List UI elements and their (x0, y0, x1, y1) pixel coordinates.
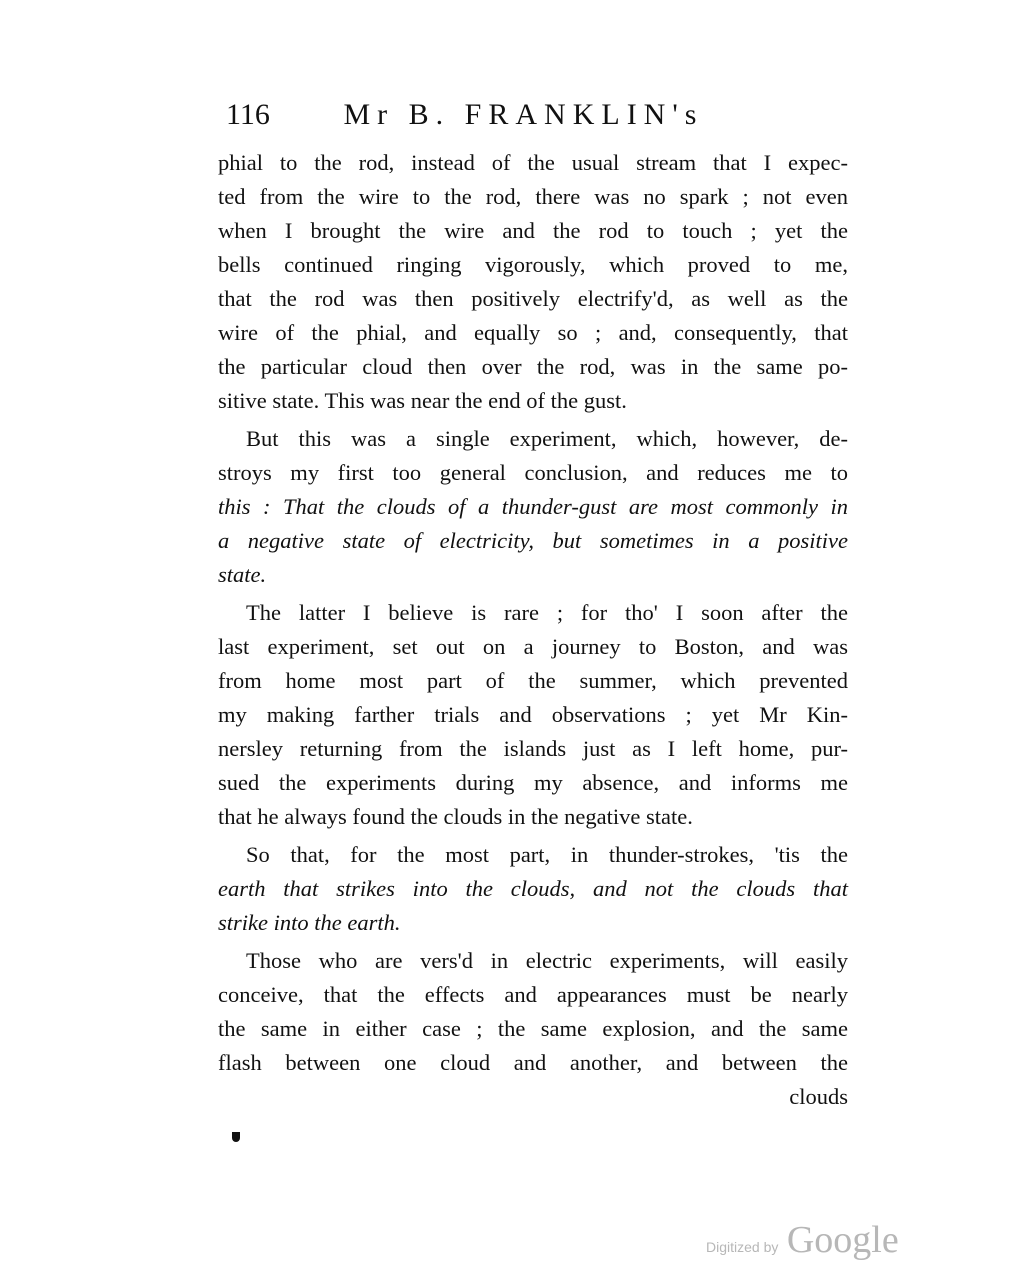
paragraph-3 (218, 596, 848, 834)
google-logo: Google (786, 1219, 899, 1261)
paragraph-2 (218, 422, 848, 592)
paragraph-1 (218, 146, 848, 418)
text-line: state. (218, 562, 267, 587)
text-line: bells continued ringing vigorously, which proved to me, (218, 252, 848, 277)
text-line: sued the experiments during my absence, and informs me (218, 770, 848, 795)
ink-mark (232, 1132, 240, 1142)
page-number: 116 (226, 98, 270, 131)
text-line: the particular cloud then over the rod, was in the same po- (218, 354, 848, 379)
watermark-prefix: Digitized by (706, 1239, 779, 1255)
text-line: strike into the earth. (218, 910, 401, 935)
text-line: that he always found the clouds in the negative state. (218, 804, 693, 829)
text-line: the same in either case ; the same explosion, and the same (218, 1016, 848, 1041)
text-line: ted from the wire to the rod, there was no spark ; not even (218, 184, 848, 209)
text-line: So that, for the most part, in thunder-strokes, 'tis the (246, 842, 848, 867)
paragraph-4 (218, 838, 848, 940)
text-line: this : That the clouds of a thunder-gust are most commonly in (218, 494, 848, 519)
page-header (226, 98, 703, 132)
text-line: phial to the rod, instead of the usual stream that I expec- (218, 150, 848, 175)
text-line: sitive state. This was near the end of the gust. (218, 388, 627, 413)
body-text (218, 146, 848, 1118)
text-line: my making farther trials and observations ; yet Mr Kin- (218, 702, 848, 727)
text-line: stroys my first too general conclusion, and reduces me to (218, 460, 848, 485)
text-line: from home most part of the summer, which prevented (218, 668, 848, 693)
running-title: Mr B. FRANKLIN's (343, 98, 704, 131)
text-line: earth that strikes into the clouds, and not the clouds that (218, 876, 848, 901)
catchword: clouds (789, 1084, 848, 1109)
text-line: that the rod was then positively electrify'd, as well as the (218, 286, 848, 311)
digitized-watermark (706, 1218, 899, 1262)
text-line: conceive, that the effects and appearances must be nearly (218, 982, 848, 1007)
text-line: wire of the phial, and equally so ; and, consequently, that (218, 320, 848, 345)
text-line: flash between one cloud and another, and between the (218, 1050, 848, 1075)
text-line: nersley returning from the islands just as I left home, pur- (218, 736, 848, 761)
text-line: Those who are vers'd in electric experiments, will easily (246, 948, 848, 973)
text-line: last experiment, set out on a journey to Boston, and was (218, 634, 848, 659)
text-line: The latter I believe is rare ; for tho' I soon after the (246, 600, 848, 625)
text-line: when I brought the wire and the rod to touch ; yet the (218, 218, 848, 243)
paragraph-5 (218, 944, 848, 1114)
text-line: But this was a single experiment, which, however, de- (246, 426, 848, 451)
text-line: a negative state of electricity, but sometimes in a positive (218, 528, 848, 553)
